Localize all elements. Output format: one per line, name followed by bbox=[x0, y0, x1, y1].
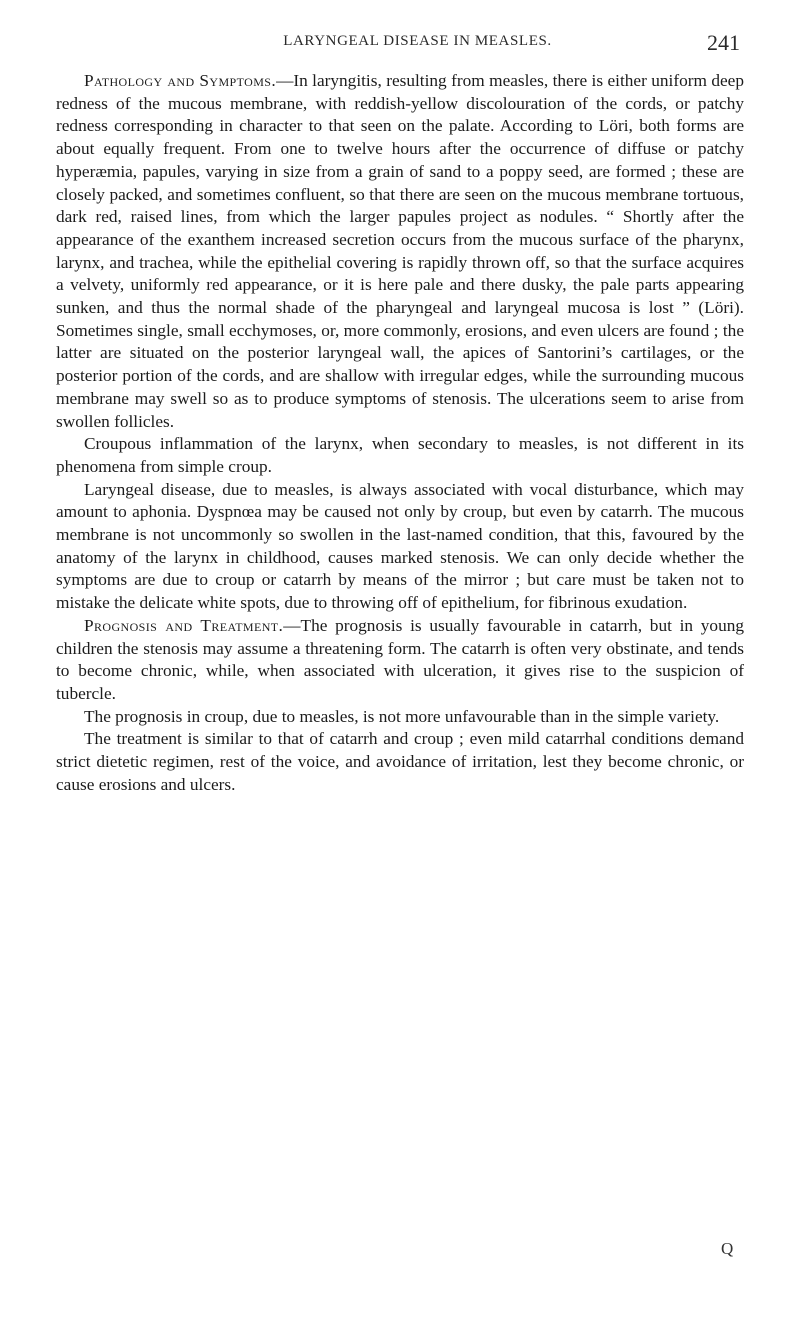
paragraph-text: —The prognosis is usually favourable in catarrh, but in young children the stenosis may assume a threatening form. The catarrh is often very obstinate, and tends to become chronic, while, when associated with ulceration, it gives rise to the suspicion of tubercle. bbox=[56, 615, 744, 703]
running-title: LARYNGEAL DISEASE IN MEASLES. bbox=[283, 33, 552, 49]
page-number: 241 bbox=[707, 30, 740, 55]
paragraph-laryngeal-disease bbox=[56, 479, 744, 615]
paragraph-prognosis bbox=[56, 615, 744, 706]
paragraph-text: Croupous inflammation of the larynx, when secondary to measles, is not different in its phenomena from simple croup. bbox=[56, 434, 744, 476]
paragraph-prognosis-croup bbox=[56, 706, 744, 729]
paragraph-pathology bbox=[56, 70, 744, 433]
body-text bbox=[56, 70, 744, 797]
paragraph-text: The prognosis in croup, due to measles, is not more unfavourable than in the simple variety. bbox=[84, 706, 720, 726]
paragraph-text: —In laryngitis, resulting from measles, there is either uniform deep redness of the mucous membrane, with reddish-yellow discolouration of the cords, or patchy redness corresponding in character to that seen on the palate. According to Löri, both forms are about equally frequent. From one to twelve hours after the occurrence of diffuse or patchy hyperæmia, papules, varying in size from a grain of sand to a poppy seed, are formed ; these are closely packed, and sometimes confluent, so that there are seen on the mucous membrane tortuous, dark red, raised lines, from which the larger papules project as nodules. “ Shortly after the appearance of the exanthem increased secretion occurs from the mucous surface of the pharynx, larynx, and trachea, while the epithelial covering is rapidly thrown off, so that the surface acquires a velvety, uniformly red appearance, or it is here pale and there dusky, the pale parts appearing sunken, and thus the normal shade of the pharyngeal and laryngeal mucosa is lost ” (Löri). Sometimes single, small ecchymoses, or, more commonly, erosions, and even ulcers are found ; the latter are situated on the posterior laryngeal wall, the apices of Santorini’s cartilages, or the posterior portion of the cords, and are shallow with irregular edges, while the surrounding mucous membrane may swell so as to produce symptoms of stenosis. The ulcerations seem to arise from swollen follicles. bbox=[56, 71, 744, 431]
section-heading-pathology: Pathology and Symptoms. bbox=[84, 71, 277, 90]
paragraph-croupous bbox=[56, 433, 744, 478]
signature-mark: Q bbox=[721, 1239, 734, 1258]
paragraph-text: Laryngeal disease, due to measles, is always associated with vocal disturbance, which may amount to aphonia. Dyspnœa may be caused not only by croup, but even by catarrh. The mucous membrane is not uncommonly so swollen in the last-named condition, that this, favoured by the anatomy of the larynx in childhood, causes marked stenosis. We can only decide whether the symptoms are due to croup or catarrh by means of the mirror ; but care must be taken not to mistake the delicate white spots, due to throwing off of epithelium, for fibrinous exudation. bbox=[56, 479, 744, 613]
running-head bbox=[95, 30, 740, 60]
paragraph-text: The treatment is similar to that of catarrh and croup ; even mild catarrhal conditions demand strict dietetic regimen, rest of the voice, and avoidance of irritation, lest they become chronic, or cause erosions and ulcers. bbox=[56, 729, 744, 794]
paragraph-treatment bbox=[56, 728, 744, 796]
section-heading-prognosis: Prognosis and Treatment. bbox=[84, 615, 284, 635]
